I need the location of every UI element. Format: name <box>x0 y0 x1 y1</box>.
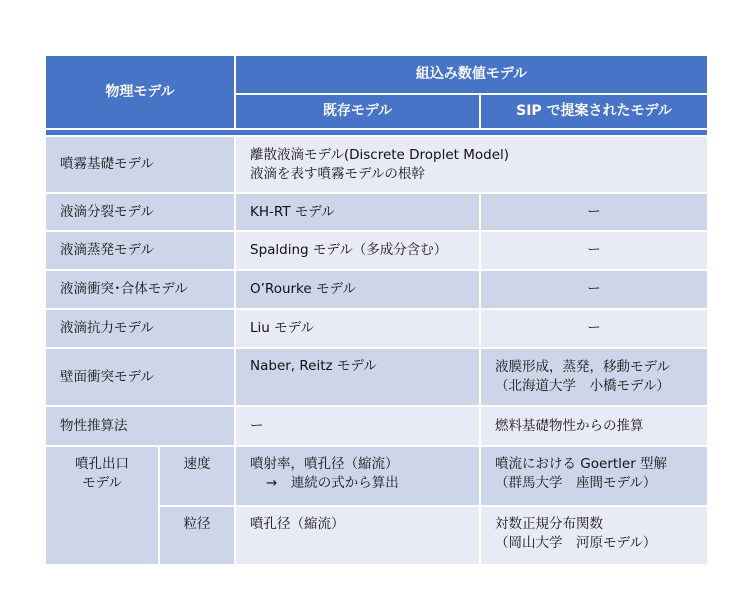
row-collision-sip: ー <box>481 271 707 308</box>
row-label-nozzle-exit <box>46 447 158 564</box>
spray-base-line2: 液滴を表す噴霧モデルの根幹 <box>250 165 425 182</box>
row-evaporation-existing: Spalding モデル（多成分含む） <box>236 232 479 269</box>
spray-base-line1: 離散液滴モデル(Discrete Droplet Model) <box>250 146 510 163</box>
row-breakup-sip: ー <box>481 194 707 230</box>
row-label-property-estimation: 物性推算法 <box>46 407 234 445</box>
row-label-spray-base: 噴霧基礎モデル <box>46 137 234 192</box>
velocity-sip-line2: （群馬大学 座間モデル） <box>495 475 657 491</box>
row-spray-base-existing <box>236 137 707 192</box>
row-property-sip: 燃料基礎物性からの推算 <box>481 407 707 445</box>
row-label-drag: 液滴抗力モデル <box>46 310 234 347</box>
diameter-sip-line2: （岡山大学 河原モデル） <box>495 535 657 551</box>
header-sip-model: SIP で提案されたモデル <box>481 95 707 128</box>
spray-model-table <box>46 56 701 550</box>
row-velocity-sip <box>481 447 707 505</box>
header-physical-model: 物理モデル <box>46 56 234 128</box>
wall-impact-sip-line1: 液膜形成，蒸発，移動モデル <box>495 359 670 375</box>
row-diameter-sip <box>481 507 707 564</box>
velocity-existing-line2: → 連続の式から算出 <box>266 475 399 491</box>
row-property-existing: ー <box>236 407 479 445</box>
row-velocity-existing <box>236 447 479 505</box>
row-label-evaporation: 液滴蒸発モデル <box>46 232 234 269</box>
sub-label-diameter: 粒径 <box>160 507 234 564</box>
velocity-sip-line1: 噴流における Goertler 型解 <box>495 456 668 472</box>
row-breakup-existing: KH-RT モデル <box>236 194 479 230</box>
row-wall-impact-sip <box>481 349 707 405</box>
nozzle-label-line2: モデル <box>82 475 122 491</box>
row-label-collision: 液滴衝突･合体モデル <box>46 271 234 308</box>
wall-impact-sip-line2: （北海道大学 小橋モデル） <box>495 378 670 394</box>
header-separator <box>46 130 707 135</box>
velocity-existing-line1: 噴射率，噴孔径（縮流） <box>250 456 399 472</box>
sub-label-velocity: 速度 <box>160 447 234 505</box>
row-drag-existing: Liu モデル <box>236 310 479 347</box>
row-collision-existing: O’Rourke モデル <box>236 271 479 308</box>
nozzle-label-line1: 噴孔出口 <box>75 456 129 472</box>
row-diameter-existing: 噴孔径（縮流） <box>236 507 479 564</box>
row-label-wall-impact: 壁面衝突モデル <box>46 349 234 405</box>
row-drag-sip: ー <box>481 310 707 347</box>
row-evaporation-sip: ー <box>481 232 707 269</box>
diameter-sip-line1: 対数正規分布関数 <box>495 516 603 532</box>
row-wall-impact-existing: Naber, Reitz モデル <box>236 349 479 405</box>
header-combined-numeric-model: 組込み数値モデル <box>236 56 707 93</box>
row-label-breakup: 液滴分裂モデル <box>46 194 234 230</box>
header-existing-model: 既存モデル <box>236 95 479 128</box>
